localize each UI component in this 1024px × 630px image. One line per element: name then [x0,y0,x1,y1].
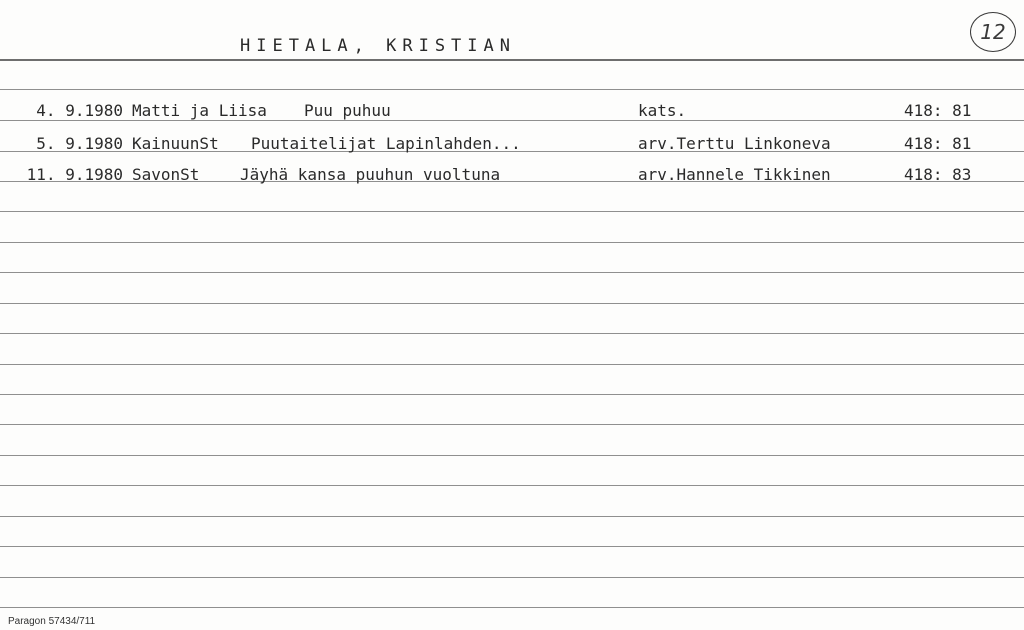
entry-publication: SavonSt [132,165,200,184]
ruled-line [0,120,1024,121]
ruled-line [0,577,1024,578]
entry-article: Jäyhä kansa puuhun vuoltuna [240,165,501,184]
ruled-line [0,333,1024,334]
ruled-line [0,485,1024,486]
entry-article: Puu puhuu [304,101,391,120]
entry-note: arv.Terttu Linkoneva [638,134,831,153]
ruled-line [0,364,1024,365]
entry-code: 418: 83 [904,165,972,184]
ruled-line [0,516,1024,517]
entry-publication: Matti ja Liisa [132,101,267,120]
ruled-line [0,607,1024,608]
ruled-line [0,272,1024,273]
ruled-line [0,303,1024,304]
ruled-line [0,89,1024,90]
entry-code: 418: 81 [904,134,972,153]
card-title: HIETALA, KRISTIAN [240,36,516,56]
ruled-line [0,242,1024,243]
entry-code: 418: 81 [904,101,972,120]
entry-date: 5. 9.1980 [36,134,123,153]
header-rule [0,59,1024,61]
ruled-line [0,546,1024,547]
entry-note: kats. [638,101,687,120]
ruled-line [0,394,1024,395]
card-footer-imprint: Paragon 57434/711 [8,616,96,627]
entry-date: 11. 9.1980 [26,165,123,184]
entry-publication: KainuunSt [132,134,219,153]
ruled-line [0,455,1024,456]
card-number-stamp: 12 [970,12,1016,52]
ruled-line [0,424,1024,425]
ruled-line [0,211,1024,212]
entry-date: 4. 9.1980 [36,101,123,120]
entry-article: Puutaitelijat Lapinlahden... [251,134,521,153]
entry-note: arv.Hannele Tikkinen [638,165,831,184]
